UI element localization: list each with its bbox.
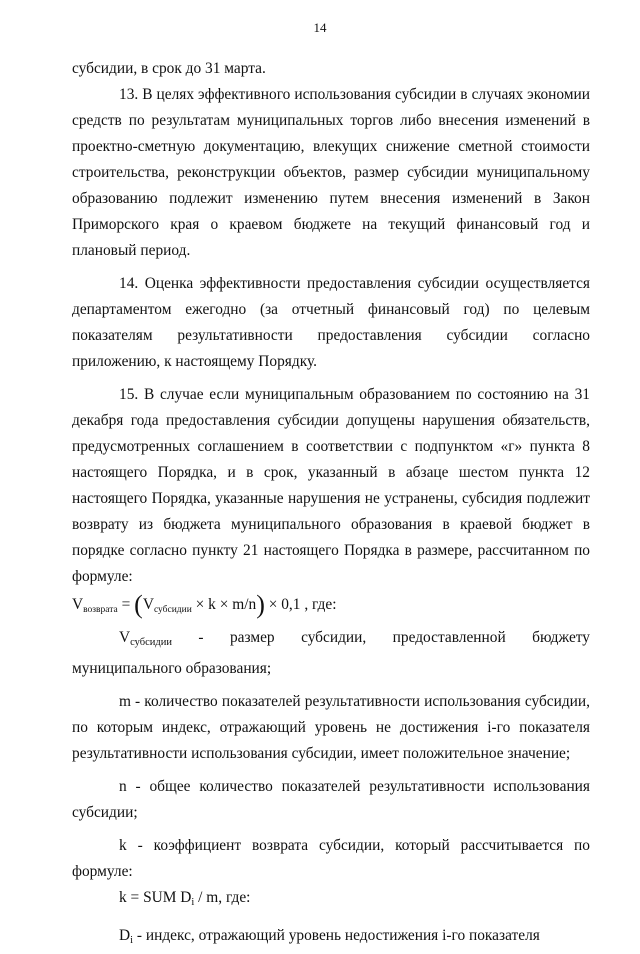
- definition-d-subscript: i: [130, 935, 134, 946]
- definition-v-symbol: V: [119, 629, 131, 646]
- definition-d: [72, 923, 590, 954]
- formula-subscript-return: возврата: [83, 605, 118, 615]
- definition-k: k - коэффициент возврата субсидии, который рассчитывается по формуле:: [72, 837, 590, 880]
- paragraph-continuation: субсидии, в срок до 31 марта.: [72, 60, 266, 77]
- definition-n: n - общее количество показателей результативности использования субсидии;: [72, 778, 590, 821]
- formula-middle: × k × m/n: [191, 596, 257, 613]
- definition-d-symbol: D: [119, 927, 131, 944]
- paragraph-14: 14. Оценка эффективности предоставления субсидии осуществляется департаментом ежегодно (за отчетный финансовый год) по целевым показателям результативности предоставления субсидии согласно приложению, к настоящему Порядку.: [72, 275, 590, 370]
- definition-v: [72, 625, 590, 682]
- formula-k-post: / m, где:: [194, 889, 251, 906]
- definition-d-text: - индекс, отражающий уровень недостижения i-го показателя: [133, 927, 540, 944]
- formula-equals: =: [117, 596, 135, 613]
- formula-k-subscript: i: [191, 897, 195, 908]
- definition-v-subscript: субсидии: [130, 637, 172, 648]
- page-number: 14: [313, 20, 327, 35]
- formula-symbol-inner: V: [142, 596, 154, 613]
- formula-symbol: V: [72, 596, 84, 613]
- paragraph-13: 13. В целях эффективного использования субсидии в случаях экономии средств по результатам муниципальных торгов либо внесения изменений в проектно-сметную документацию, влекущих снижение сметной стоимости строительства, реконструкции объектов, размер субсидии муниципальному образованию подлежит изменению путем внесения изменений в Закон Приморского края о краевом бюджете на текущий финансовый год и плановый период.: [72, 86, 590, 259]
- formula-subscript-subsidy: субсидии: [153, 605, 192, 615]
- definition-m: m - количество показателей результативности использования субсидии, по которым индекс, отражающий уровень не достижения i-го показателя результативности использования субсидии, имеет положительное значение;: [72, 693, 590, 762]
- formula-tail: × 0,1 , где:: [264, 596, 337, 613]
- definition-v-text: - размер субсидии, предоставленной бюджету муниципального образования;: [72, 629, 590, 677]
- formula-open-paren: (: [134, 590, 143, 619]
- document-body: [72, 56, 590, 954]
- formula-k-pre: k = SUM D: [119, 889, 192, 906]
- formula-k: [72, 885, 590, 916]
- paragraph-15: 15. В случае если муниципальным образованием по состоянию на 31 декабря года предоставления субсидии допущены нарушения обязательств, предусмотренных соглашением в соответствии с подпунктом «г» пункта 8 настоящего Порядка, и в срок, указанный в абзаце шестом пункта 12 настоящего Порядка, указанные нарушения не устранены, субсидия подлежит возврату из бюджета муниципального образования в краевой бюджет в порядке согласно пункту 21 настоящего Порядка в размере, рассчитанном по формуле:: [72, 386, 590, 585]
- formula-return: [72, 590, 590, 625]
- formula-close-paren: ): [256, 590, 265, 619]
